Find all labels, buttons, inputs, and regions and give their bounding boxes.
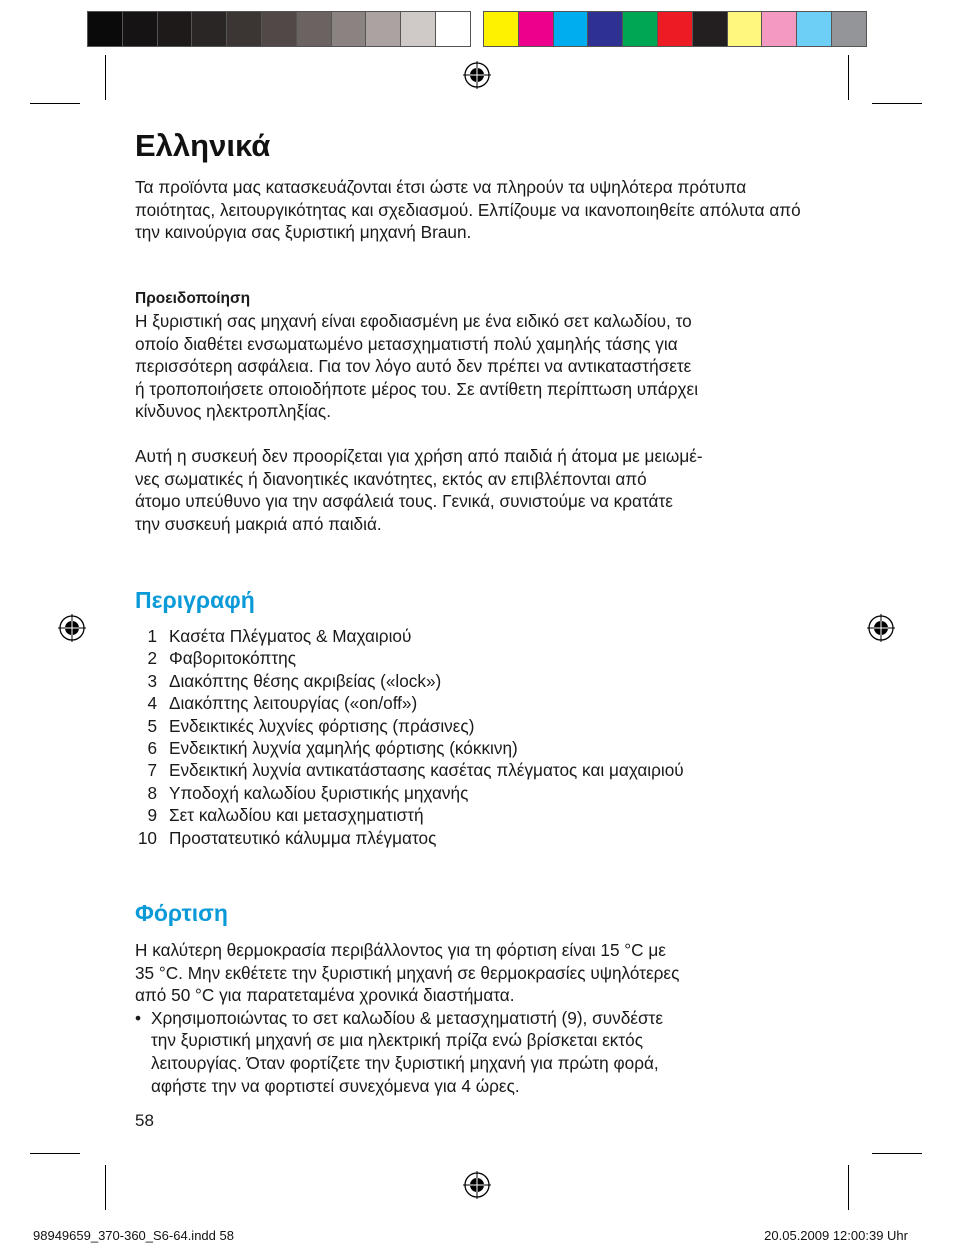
warning-paragraph-1 — [135, 310, 825, 423]
list-item: 6 Ενδεικτική λυχνία χαμηλής φόρτισης (κόκκινη) — [147, 738, 518, 759]
registration-mark-icon — [58, 614, 86, 642]
text-line: Η ξυριστική σας μηχανή είναι εφοδιασμένη με ένα ειδικό σετ καλωδίου, το — [135, 311, 692, 331]
registration-mark-icon — [867, 614, 895, 642]
intro-paragraph: Τα προϊόντα μας κατασκευάζονται έτσι ώστε να πληρούν τα υψηλότερα πρότυπα ποιότητας, λειτουργικότητας και σχεδιασμού. Ελπίζουμε να ικανοποιηθείτε απόλυτα από την καινούργια σας ξυριστική μηχανή Braun. — [135, 177, 801, 243]
text-line: την ξυριστική μηχανή σε μια ηλεκτρική πρίζα ενώ βρίσκεται εκτός — [151, 1030, 643, 1051]
registration-mark-icon — [463, 1171, 491, 1199]
crop-mark — [105, 1165, 106, 1210]
color-swatch — [365, 11, 401, 47]
registration-mark-icon — [463, 61, 491, 89]
text-line: νες σωματικές ή διανοητικές ικανότητες, εκτός αν επιβλέπονται από — [135, 468, 647, 489]
color-swatch — [796, 11, 832, 47]
color-swatch — [87, 11, 123, 47]
color-swatch — [761, 11, 797, 47]
text-line: άτομο υπεύθυνο για την ασφάλειά τους. Γενικά, συνιστούμε να κρατάτε — [135, 491, 673, 512]
warning-heading: Προειδοποίηση — [135, 290, 251, 307]
warning-paragraph-2 — [135, 445, 825, 535]
color-swatch — [692, 11, 728, 47]
crop-mark — [848, 55, 849, 100]
text-line: ή τροποποιήσετε οποιοδήποτε μέρος του. Σε αντίθετη περίπτωση υπάρχει — [135, 378, 699, 399]
list-item: 4 Διακόπτης λειτουργίας («on/off») — [147, 693, 418, 714]
text-line: Χρησιμοποιώντας το σετ καλωδίου & μετασχηματιστή (9), συνδέστε — [151, 1007, 663, 1028]
bullet-icon: • — [135, 1007, 142, 1028]
color-swatch — [331, 11, 367, 47]
list-item: 2 Φαβοριτοκόπτης — [147, 648, 296, 669]
crop-mark — [30, 103, 80, 104]
color-swatch — [727, 11, 763, 47]
color-swatch — [122, 11, 158, 47]
text-line: περισσότερη ασφάλεια. Για τον λόγο αυτό δεν πρέπει να αντικαταστήσετε — [135, 356, 692, 377]
list-item: 7 Ενδεικτική λυχνία αντικατάστασης κασέτας πλέγματος και μαχαιριού — [147, 760, 684, 781]
color-swatch — [435, 11, 471, 47]
list-item: 9 Σετ καλωδίου και μετασχηματιστή — [147, 805, 424, 826]
color-swatch — [622, 11, 658, 47]
parts-list — [135, 625, 684, 849]
text-line: 35 °C. Μην εκθέτετε την ξυριστική μηχανή σε θερμοκρασίες υψηλότερες — [135, 962, 680, 983]
crop-mark — [105, 55, 106, 100]
list-item: 10 Προστατευτικό κάλυμμα πλέγματος — [137, 827, 437, 848]
text-line: Η καλύτερη θερμοκρασία περιβάλλοντος για τη φόρτιση είναι 15 °C με — [135, 940, 666, 960]
charging-heading: Φόρτιση — [135, 900, 228, 926]
crop-mark — [30, 1153, 80, 1154]
color-swatch — [657, 11, 693, 47]
footer-file-name: 98949659_370-360_S6-64.indd 58 — [33, 1228, 234, 1243]
text-line: την συσκευή μακριά από παιδιά. — [135, 513, 382, 534]
color-swatch — [483, 11, 519, 47]
color-swatch — [157, 11, 193, 47]
crop-mark — [872, 103, 922, 104]
crop-mark — [872, 1153, 922, 1154]
warning-section — [135, 288, 825, 535]
color-swatch — [226, 11, 262, 47]
list-item: 1 Κασέτα Πλέγματος & Μαχαιριού — [147, 626, 412, 646]
color-swatch — [400, 11, 436, 47]
text-line: από 50 °C για παρατεταμένα χρονικά διαστήματα. — [135, 985, 515, 1006]
color-swatch — [553, 11, 589, 47]
list-item: 8 Υποδοχή καλωδίου ξυριστικής μηχανής — [147, 782, 469, 803]
color-swatch — [296, 11, 332, 47]
list-item: 3 Διακόπτης θέσης ακριβείας («lock») — [147, 670, 442, 691]
color-swatch — [261, 11, 297, 47]
text-line: αφήστε την να φορτιστεί συνεχόμενα για 4 ώρες. — [151, 1075, 520, 1096]
charging-paragraph — [135, 939, 825, 1007]
text-line: οποίο διαθέτει ενσωματωμένο μετασχηματιστή πολύ χαμηλής τάσης για — [135, 333, 678, 354]
text-line: Αυτή η συσκευή δεν προορίζεται για χρήση από παιδιά ή άτομα με μειωμέ- — [135, 445, 703, 466]
color-swatch — [587, 11, 623, 47]
crop-mark — [848, 1165, 849, 1210]
bullet-item — [135, 1007, 825, 1097]
page-title: Ελληνικά — [135, 128, 271, 163]
text-line: κίνδυνος ηλεκτροπληξίας. — [135, 401, 331, 422]
color-swatch — [191, 11, 227, 47]
text-line: λειτουργίας. Όταν φορτίζετε την ξυριστική μηχανή για πρώτη φορά, — [151, 1052, 659, 1073]
list-item: 5 Ενδεικτικές λυχνίες φόρτισης (πράσινες) — [147, 715, 475, 736]
charging-section — [135, 939, 825, 1097]
color-swatch — [831, 11, 867, 47]
page-number: 58 — [135, 1111, 154, 1130]
footer-timestamp: 20.05.2009 12:00:39 Uhr — [764, 1228, 908, 1243]
color-swatch — [518, 11, 554, 47]
description-heading: Περιγραφή — [135, 587, 255, 613]
